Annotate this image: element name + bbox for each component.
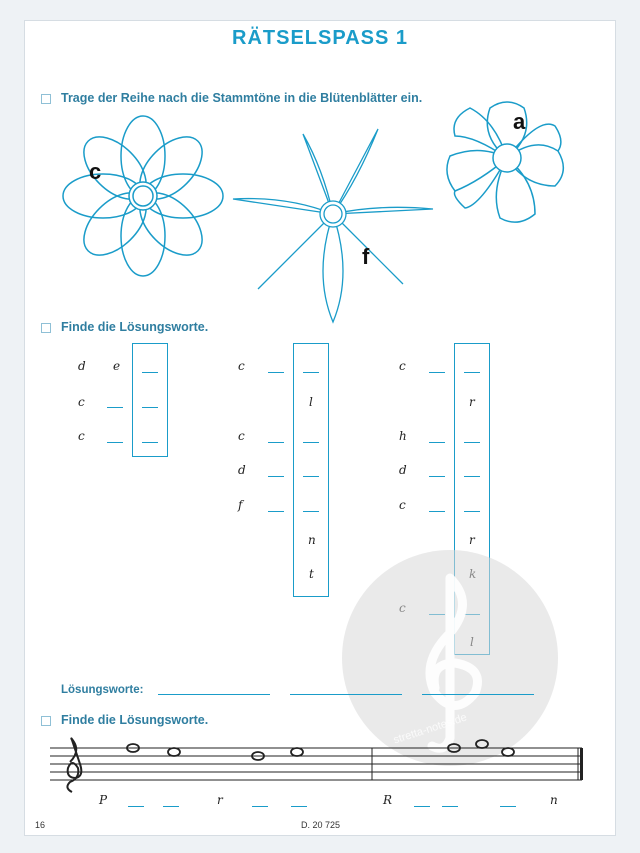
task3-text: Finde die Lösungsworte. <box>61 713 209 727</box>
answer-blank[interactable] <box>429 442 445 443</box>
answer-blank[interactable] <box>163 806 179 807</box>
task2-text: Finde die Lösungsworte. <box>61 320 209 334</box>
solution-word-1-line[interactable] <box>158 694 270 695</box>
watermark-text: stretta-notes.de <box>392 711 469 747</box>
answer-blank[interactable] <box>107 442 123 443</box>
flower-1 <box>63 116 223 276</box>
answer-blank[interactable] <box>268 442 284 443</box>
puzzle2-letter: c <box>238 429 245 443</box>
answer-blank[interactable] <box>142 442 158 443</box>
puzzle3-letter: r <box>469 395 475 409</box>
answer-blank[interactable] <box>128 806 144 807</box>
answer-blank[interactable] <box>142 372 158 373</box>
solution-word-2-line[interactable] <box>290 694 402 695</box>
answer-blank[interactable] <box>303 476 319 477</box>
page-title: RÄTSELSPASS 1 <box>232 27 408 49</box>
page-number: 16 <box>35 820 46 830</box>
answer-blank[interactable] <box>142 407 158 408</box>
answer-blank[interactable] <box>429 476 445 477</box>
solution-word-3-line[interactable] <box>422 694 534 695</box>
puzzle1-letter: d <box>78 359 86 373</box>
answer-blank[interactable] <box>107 407 123 408</box>
answer-blank[interactable] <box>429 511 445 512</box>
treble-clef-watermark <box>340 548 560 768</box>
puzzle2-solution-column <box>293 343 329 597</box>
answer-blank[interactable] <box>268 372 284 373</box>
task-checkbox[interactable] <box>41 716 51 726</box>
puzzle3-letter: r <box>469 533 475 547</box>
flower3-letter: a <box>513 109 526 134</box>
puzzle2-letter: c <box>238 359 245 373</box>
puzzle2-letter: n <box>308 533 316 547</box>
answer-blank[interactable] <box>252 806 268 807</box>
flower2-letter: f <box>362 244 370 269</box>
solutions-label: Lösungsworte: <box>61 684 144 696</box>
flower-2 <box>228 124 438 324</box>
answer-blank[interactable] <box>442 806 458 807</box>
answer-blank[interactable] <box>268 476 284 477</box>
staff-letter: R <box>383 793 393 807</box>
answer-blank[interactable] <box>303 372 319 373</box>
answer-blank[interactable] <box>464 476 480 477</box>
flower-3 <box>440 96 574 230</box>
puzzle1-solution-column <box>132 343 168 457</box>
flower1-letter: c <box>89 159 102 184</box>
task1-text: Trage der Reihe nach die Stammtöne in die Blütenblätter ein. <box>61 91 423 105</box>
puzzle2-letter: d <box>238 463 246 477</box>
puzzle2-letter: t <box>309 567 314 581</box>
answer-blank[interactable] <box>303 511 319 512</box>
answer-blank[interactable] <box>268 511 284 512</box>
answer-blank[interactable] <box>291 806 307 807</box>
answer-blank[interactable] <box>429 372 445 373</box>
puzzle3-letter: h <box>399 429 407 443</box>
puzzle3-letter: c <box>399 498 406 512</box>
task-checkbox[interactable] <box>41 94 51 104</box>
answer-blank[interactable] <box>303 442 319 443</box>
answer-blank[interactable] <box>414 806 430 807</box>
puzzle1-letter: c <box>78 395 85 409</box>
puzzle3-letter: d <box>399 463 407 477</box>
puzzle2-letter: f <box>238 498 243 512</box>
puzzle2-letter: l <box>309 395 313 409</box>
puzzle3-letter: c <box>399 359 406 373</box>
staff-letter: n <box>550 793 558 807</box>
staff-letter: P <box>99 793 108 807</box>
edition-code: D. 20 725 <box>301 820 341 830</box>
answer-blank[interactable] <box>464 511 480 512</box>
answer-blank[interactable] <box>500 806 516 807</box>
task-checkbox[interactable] <box>41 323 51 333</box>
answer-blank[interactable] <box>464 372 480 373</box>
staff-letter: r <box>217 793 223 807</box>
puzzle1-letter: e <box>113 359 121 373</box>
music-staff <box>50 738 590 808</box>
answer-blank[interactable] <box>464 442 480 443</box>
puzzle1-letter: c <box>78 429 85 443</box>
